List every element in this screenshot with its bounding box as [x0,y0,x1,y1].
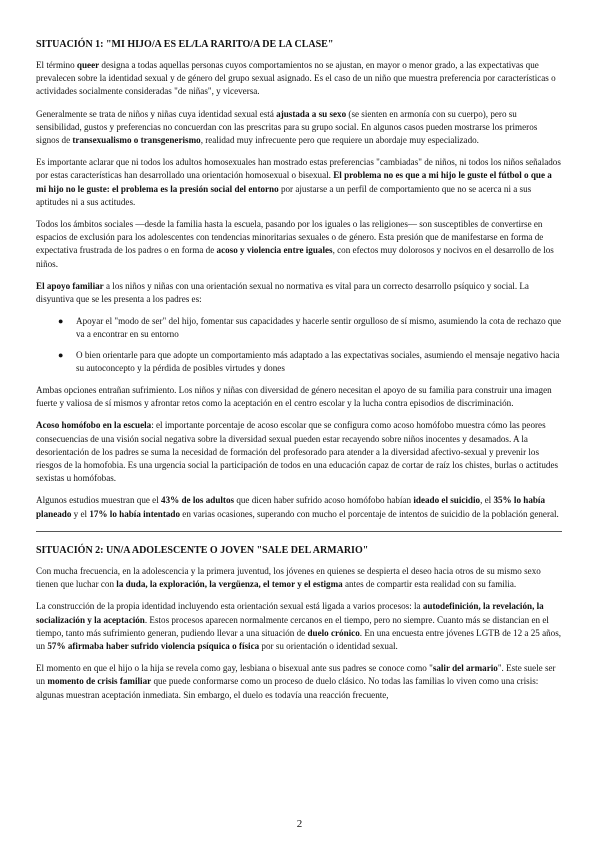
bold-text-run: Acoso homófobo en la escuela [36,420,152,431]
s1-paragraph-8 [36,494,562,520]
text-run: El momento en que el hijo o la hija se revela como gay, lesbiana o bisexual ante sus padres se conoce como " [36,663,433,674]
bold-text-run: El apoyo familiar [36,280,104,291]
text-run: ". Este suele ser un [36,663,556,687]
text-run: a los niños y niñas con una orientación sexual no normativa es vital para un correcto desarrollo psíquico y social. La disyuntiva que se les presenta a los padres es: [36,280,529,305]
text-run: antes de compartir esta realidad con su familia. [342,579,517,590]
bold-text-run: autodefinición, la revelación, la socialización y la aceptación [36,601,544,625]
list-item-text: O bien orientarle para que adopte un comportamiento más adaptado a las expectativas sociales, asumiendo el mensaje negativo hacia su autoconcepto y la pérdida de posibles virtudes y dones [76,349,560,373]
text-run: que dicen haber sufrido acoso homófobo habían [234,495,414,506]
text-run: Generalmente se trata de niños y niñas cuya identidad sexual está [36,108,277,119]
text-run: . En una encuesta entre jóvenes LGTB de 12 a 25 años, un [36,627,562,651]
text-run: , con efectos muy dolorosos y nocivos en el desarrollo de los niños. [36,245,554,269]
text-run: y el [71,508,90,519]
text-run: por ajustarse a un perfil de comportamiento que no se acerca ni a sus aptitudes ni a sus actitudes. [36,183,532,207]
text-run: , realidad muy infrecuente pero que requiere un abordaje muy especializado. [200,135,479,146]
text-run: La construcción de la propia identidad incluyendo esta orientación sexual está ligada a varios procesos: la [36,601,423,612]
s2-paragraph-2 [36,600,562,653]
bold-text-run: 43% de los adultos [161,495,235,506]
document-page [36,38,562,711]
s1-paragraph-5 [36,280,562,306]
bold-text-run: ajustada a su sexo [276,108,347,119]
bold-text-run: 57% afirmaba haber sufrido violencia psíquica o física [47,640,260,651]
section-2-title: SITUACIÓN 2: UN/A ADOLESCENTE O JOVEN "SALE DEL ARMARIO" [36,544,369,556]
text-run: Es importante aclarar que ni todos los adultos homosexuales han mostrado estas preferencias "cambiadas" de niños, ni todos los niños señalados por estas características han desarrollado una orientación homosexual o bisexual. [36,157,561,181]
bold-text-run: 35% lo había planeado [36,495,545,519]
list-item-text: Apoyar el "modo de ser" del hijo, fomentar sus capacidades y hacerle sentir orgulloso de sí mismo, asumiendo la cota de rechazo que va a encontrar en su entorno [76,316,562,340]
s1-paragraph-6 [36,384,562,410]
text-run: que puede conformarse como un proceso de duelo clásico. No todas las familias lo viven como una crisis: algunas muestran aceptación inmediata. Sin embargo, el duelo es todavía una reacción frecuente, [36,676,539,700]
bold-text-run: salir del armario [432,663,498,674]
s2-paragraph-1 [36,565,562,591]
s1-paragraph-3 [36,156,562,209]
text-run: por su orientación o identidad sexual. [259,640,398,651]
s1-paragraph-2 [36,108,562,148]
section-divider [36,531,562,532]
text-run: . Estos procesos aparecen normalmente cercanos en el tiempo, pero no siempre. Cuanto más se distancian en el tiempo, tanto más sufrimiento generan, pudiendo llevar a una situación de [36,614,549,638]
bold-text-run: ideado el suicidio [413,495,481,506]
bold-text-run: queer [76,60,100,70]
list-item [36,349,562,375]
options-list [36,315,562,375]
s1-paragraph-1 [36,59,562,99]
text-run: (se sienten en armonía con su cuerpo), pero su sensibilidad, gustos y preferencias no concuerdan con las prescritas para su grupo social. En algunos casos pueden mostrarse los primeros signos de [36,108,538,146]
text-run: Con mucha frecuencia, en la adolescencia y la primera juventud, los jóvenes en quienes se despierta el deseo hacia otros de su mismo sexo tienen que luchar con [36,565,541,590]
text-run: El término [36,60,77,70]
section-1-title: SITUACIÓN 1: "MI HIJO/A ES EL/LA RARITO/A DE LA CLASE" [36,39,334,50]
bold-text-run: la duda, la exploración, la vergüenza, el temor y el estigma [116,579,343,590]
list-item [36,315,562,341]
bullet-icon: ● [58,349,64,360]
s1-paragraph-4 [36,218,562,271]
page-number: 2 [296,818,303,830]
text-run: : el importante porcentaje de acoso escolar que se configura como acoso homófobo muestra cómo las peores consecuencias de una visión social negativa sobre la diversidad sexual pueden estar recayendo sobre niños inocentes y desamados. A la desorientación de los padres se suma la necesidad de formación del profesorado para atender a la diversidad afectivo-sexual y prevenir los riesgos de la homofobia. Es una urgencia social la participación de todos en una educación capaz de cortar de raíz los chistes, burlas o actitudes sexistas u homófobas. [36,420,559,484]
bold-text-run: 17% lo había intentado [89,508,181,519]
text-run: Ambas opciones entrañan sufrimiento. Los niños y niñas con diversidad de género necesitan el apoyo de su familia para construir una imagen fuerte y valiosa de sí mismos y afrontar retos como la aceptación en el centro escolar y la lucha contra episodios de discriminación. [36,385,552,409]
bold-text-run: duelo crónico [307,627,360,638]
bold-text-run: transexualismo o transgenerismo [72,135,201,146]
bold-text-run: momento de crisis familiar [47,676,152,687]
bold-text-run: El problema no es que a mi hijo le guste el fútbol o que a mi hijo no le guste: el problema es la presión social del entorno [36,170,552,194]
bullet-icon: ● [58,316,64,327]
text-run: designa a todas aquellas personas cuyos comportamientos no se ajustan, en mayor o menor grado, a las expectativas que prevalecen sobre la identidad sexual y de género del grupo sexual asignado. Es el caso de un niño que muestra preferencia por características o actividades socialmente consideradas "de niñas", y viceversa. [36,60,556,97]
bold-text-run: acoso y violencia entre iguales [216,245,333,256]
s1-paragraph-7 [36,419,562,485]
text-run: Algunos estudios muestran que el [36,495,162,506]
text-run: , el [480,495,494,506]
text-run: Todos los ámbitos sociales —desde la familia hasta la escuela, pasando por los iguales o las religiones— son susceptibles de convertirse en espacios de exclusión para los adolescentes con tendencias minoritarias sexuales o de género. Esta presión que de manifestarse en forma de expectativa frustrada de los padres o en forma de [36,219,544,256]
text-run: en varias ocasiones, superando con mucho el porcentaje de intentos de suicidio de la población general. [180,508,559,519]
s2-paragraph-3 [36,662,562,702]
